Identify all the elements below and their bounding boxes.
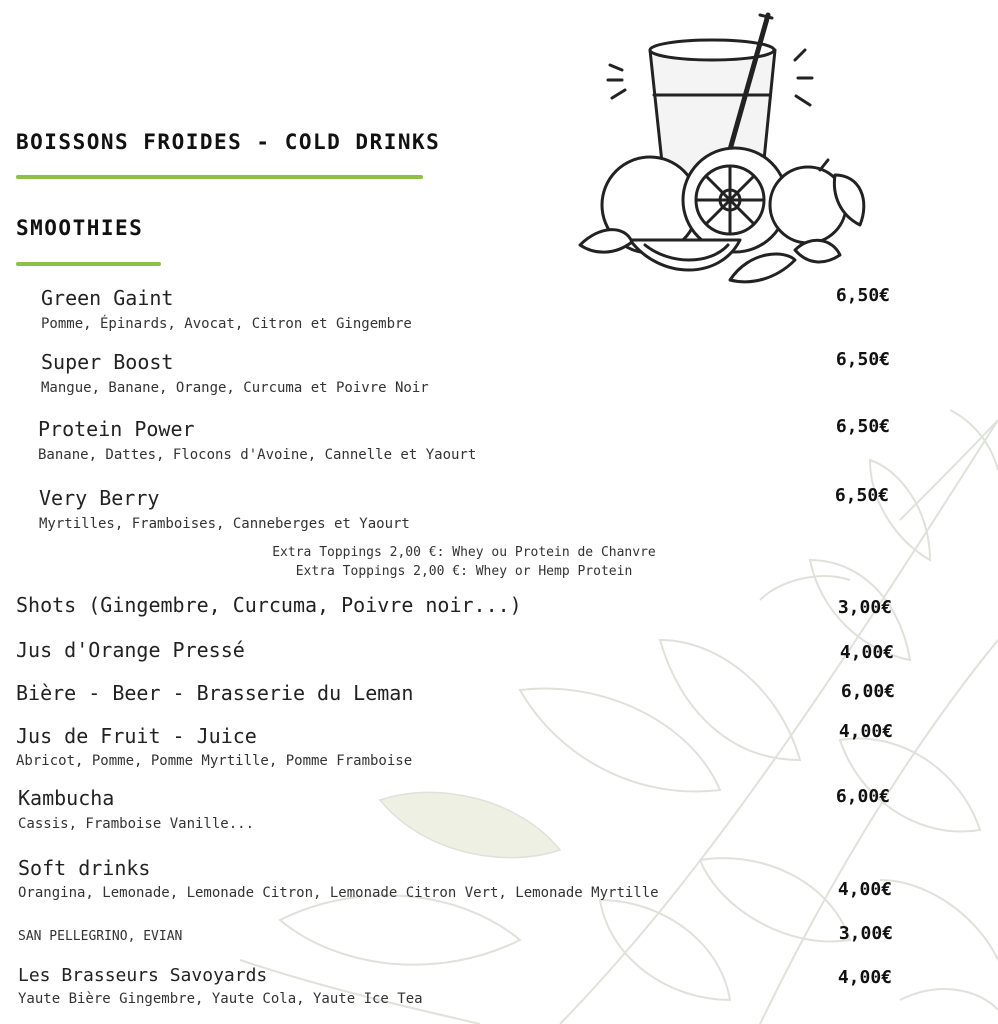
- menu-item-price: 4,00€: [839, 642, 894, 663]
- menu-item-name: Very Berry: [39, 486, 160, 510]
- menu-item-desc: Banane, Dattes, Flocons d'Avoine, Cannelle et Yaourt: [38, 447, 477, 463]
- juice-glass-oranges-illustration: [570, 10, 870, 295]
- menu-item-price: 3,00€: [838, 923, 893, 944]
- menu-item-name: Kambucha: [18, 786, 115, 810]
- menu-item-name: Shots (Gingembre, Curcuma, Poivre noir...): [16, 593, 522, 617]
- extra-toppings-fr: Extra Toppings 2,00 €: Whey ou Protein de Chanvre: [272, 545, 656, 560]
- menu-item-name: Jus de Fruit - Juice: [16, 724, 257, 748]
- menu-item-price: 4,00€: [837, 879, 892, 900]
- menu-item-name: Super Boost: [41, 350, 174, 374]
- menu-item-desc: Orangina, Lemonade, Lemonade Citron, Lemonade Citron Vert, Lemonade Myrtille: [18, 885, 659, 901]
- menu-item-name: Green Gaint: [41, 286, 174, 310]
- menu-item-price: 6,00€: [835, 786, 890, 807]
- menu-item-desc: Pomme, Épinards, Avocat, Citron et Gingembre: [41, 316, 412, 332]
- menu-item-price: 4,00€: [838, 721, 893, 742]
- page-title: BOISSONS FROIDES - COLD DRINKS: [16, 130, 441, 154]
- menu-item-price: 3,00€: [837, 597, 892, 618]
- menu-item-desc: Yaute Bière Gingembre, Yaute Cola, Yaute Ice Tea: [18, 991, 423, 1007]
- menu-item-desc: Abricot, Pomme, Pomme Myrtille, Pomme Framboise: [16, 753, 413, 769]
- section-title: SMOOTHIES: [16, 216, 144, 240]
- menu-item-desc: Cassis, Framboise Vanille...: [18, 816, 255, 832]
- menu-item-name: Bière - Beer - Brasserie du Leman: [16, 681, 414, 705]
- extra-toppings-en: Extra Toppings 2,00 €: Whey or Hemp Protein: [295, 564, 633, 579]
- menu-item-price: 6,50€: [835, 416, 890, 437]
- menu-item-desc: Myrtilles, Framboises, Canneberges et Yaourt: [39, 516, 410, 532]
- section-underline: [16, 262, 161, 266]
- menu-item-price: 6,50€: [834, 485, 889, 506]
- menu-item-price: 6,50€: [835, 349, 890, 370]
- menu-item-desc: SAN PELLEGRINO, EVIAN: [18, 929, 183, 944]
- menu-item-price: 4,00€: [837, 967, 892, 988]
- menu-item-price: 6,00€: [840, 681, 895, 702]
- menu-item-name: Soft drinks: [18, 856, 151, 880]
- menu-item-name: Protein Power: [38, 417, 195, 441]
- menu-item-name: Les Brasseurs Savoyards: [18, 965, 268, 986]
- menu-item-price: 6,50€: [835, 285, 890, 306]
- title-underline: [16, 175, 423, 179]
- menu-item-name: Jus d'Orange Pressé: [16, 638, 245, 662]
- menu-item-desc: Mangue, Banane, Orange, Curcuma et Poivre Noir: [41, 380, 429, 396]
